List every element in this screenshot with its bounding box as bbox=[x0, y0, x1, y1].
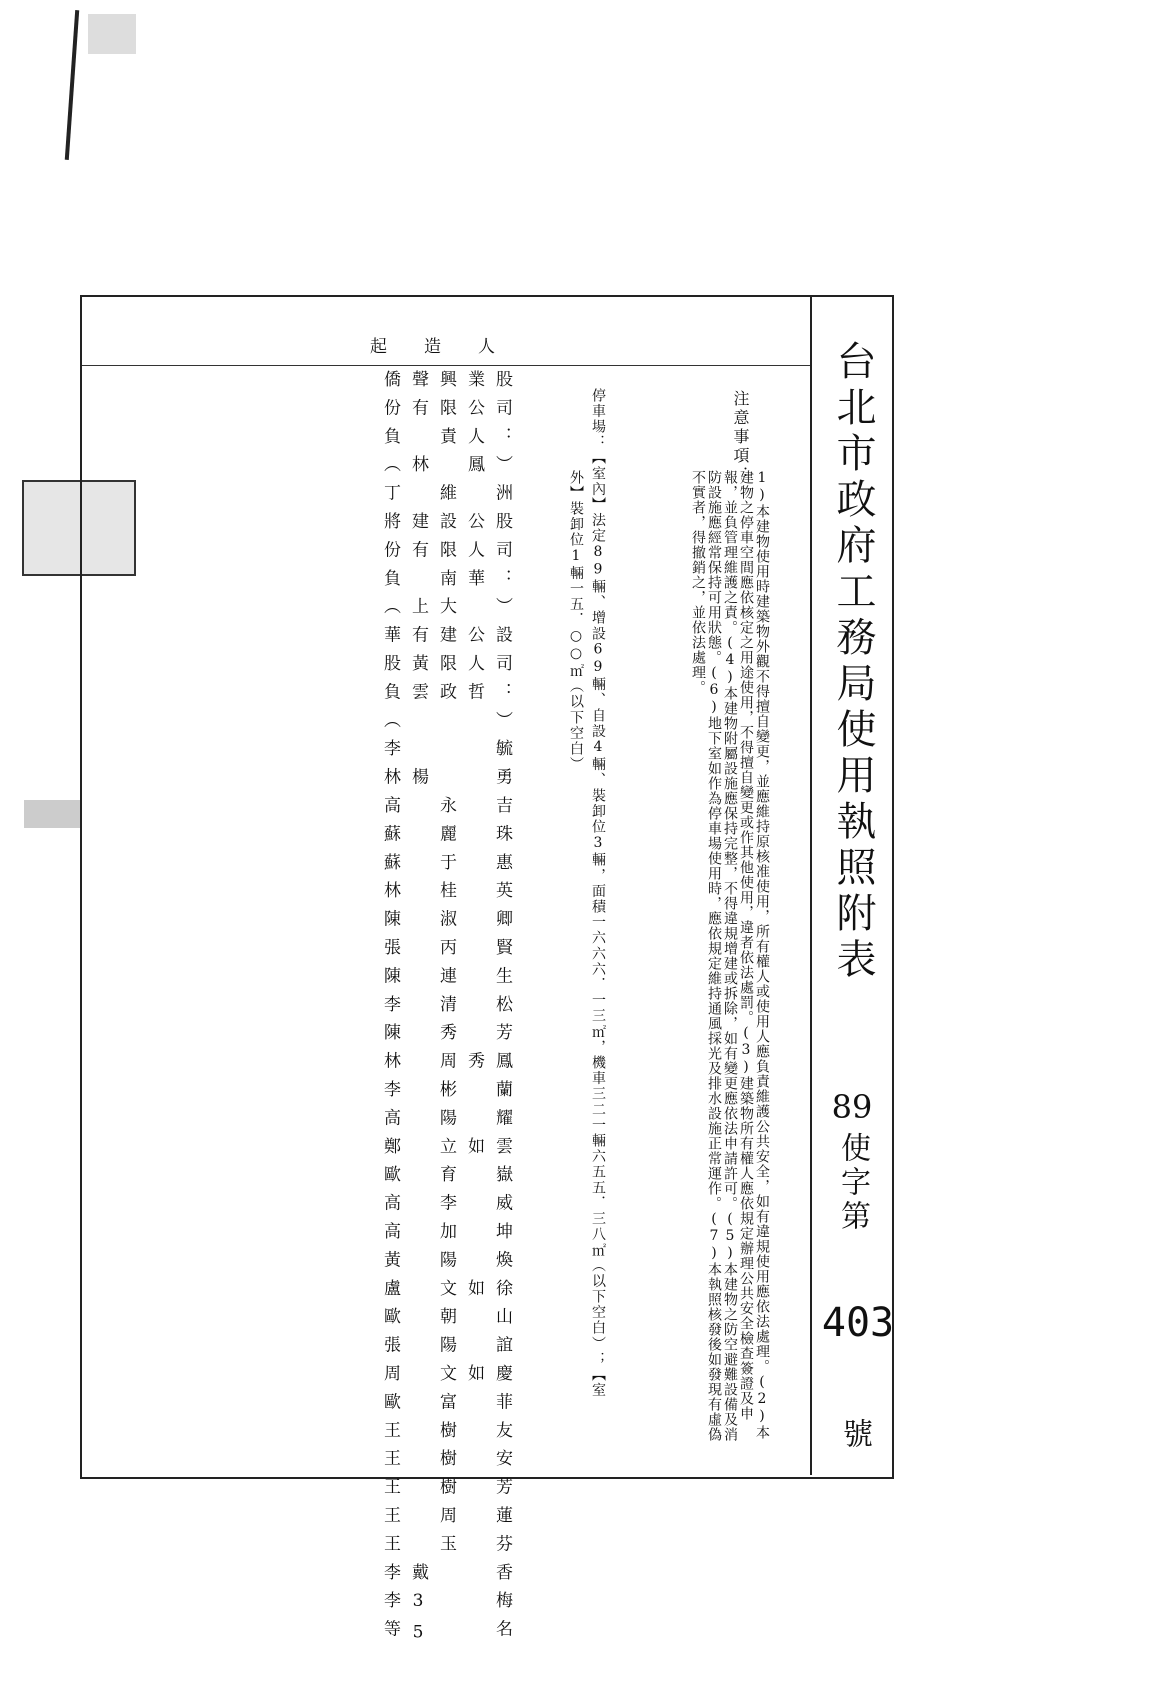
notes-heading: 注意事項： bbox=[731, 390, 750, 485]
owner-column-1: 股司：）洲股司：）設司：）毓勇吉珠惠英卿賢生松芳鳳蘭耀雲嶽威坤煥徐山誼慶菲友安芳蓮芬香梅名 bbox=[492, 370, 512, 1648]
owner-column-5: 僑份負（丁將份負（華股負（李林高蘇蘇林陳張陳李陳林李高鄭歐高高黃盧歐張周歐王王王王王李李等 bbox=[380, 370, 400, 1648]
parking-line-1: 停車場：【室內】法定89輛、增設69輛、自設4輛、裝卸位3輛，面積一六六六．一三㎡，機車三二一輛六五五．三八㎡（以下空白）；【室 bbox=[590, 388, 606, 1399]
license-prefix: 89 bbox=[831, 1088, 873, 1126]
owner-column-2: 業公人鳳 公人華 公人哲 秀 如 如 如 bbox=[464, 370, 484, 1677]
scan-mark-left-small bbox=[24, 800, 80, 828]
parking-line-2: 外】裝卸位1輛一五．○○㎡（以下空白） bbox=[568, 470, 584, 773]
owners-header: 起 造 人 bbox=[370, 337, 505, 357]
license-suffix: 號 bbox=[837, 1418, 872, 1448]
license-number: 403 bbox=[821, 1300, 895, 1346]
header-divider bbox=[82, 365, 810, 366]
license-mid: 使字第 bbox=[835, 1132, 870, 1234]
scan-mark-top-left-box bbox=[88, 14, 136, 54]
owner-column-3: 興限責 維設限南大建限政 永麗于桂淑丙連清秀周彬陽立育李加陽文朝陽文富樹樹樹周玉 bbox=[436, 370, 456, 1620]
owner-column-4: 聲有 林 建有 上有黃雲 楊 戴35 bbox=[408, 370, 428, 1654]
document-title: 台北市政府工務局使用執照附表 bbox=[830, 340, 876, 984]
notes-body: 1)本建物使用時建築物外觀不得擅自變更，並應維持原核准使用，所有權人或使用人應負責維護公共安全，如有違規使用應依法處理。(2)本建物之停車空間應依核定之用途使用，不得擅自變更或作其他使用，違者依法處罰。(3)建築物所有權人應依規定辦理公共安全檢查簽證及申報，並負管理維護之責。(4)本建物附屬設施應保持完整，不得違規增建或拆除，如有變更應依法申請許可。(5)本建物之防空避難設備及消防設施應經常保持可用狀態。(6)地下室如作為停車場使用時，應依規定維持通風採光及排水設施正常運作。(7)本執照核發後如發現有虛偽不實者，得撤銷之，並依法處理。 bbox=[690, 470, 770, 1442]
title-column-divider bbox=[810, 295, 812, 1475]
scan-mark-top-left bbox=[65, 10, 79, 160]
